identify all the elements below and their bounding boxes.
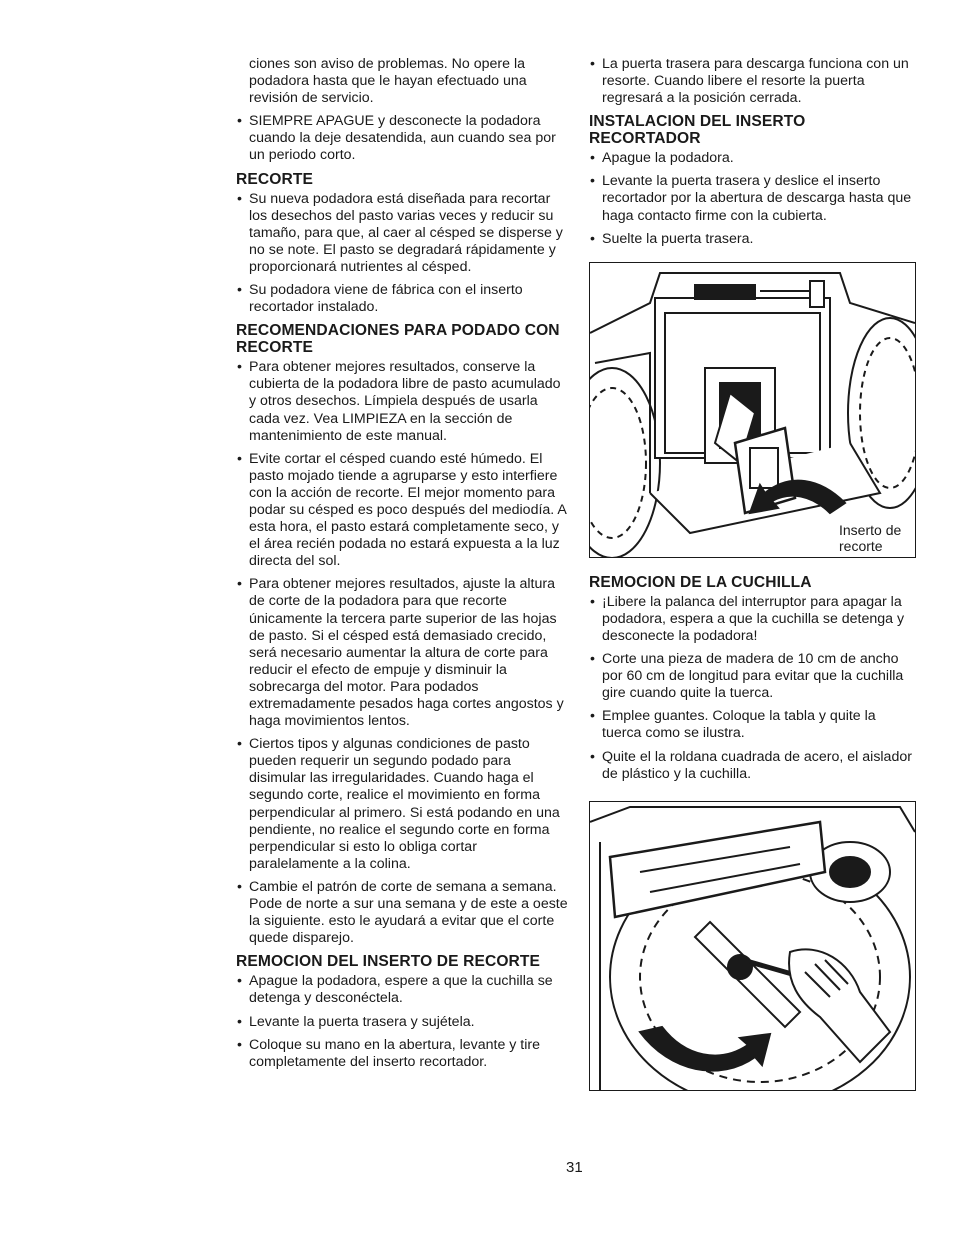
list-item: • ¡Libere la palanca del interruptor para apagar la podadora, espera a que la cuchilla se detenga y desconecte la podadora! xyxy=(589,594,919,645)
list-item: • La puerta trasera para descarga funciona con un resorte. Cuando libere el resorte la puerta regresará a la posición cerrada. xyxy=(589,56,919,107)
figure-label-insert: Inserto de recorte xyxy=(835,520,909,554)
left-column xyxy=(236,56,568,1077)
section-heading-remocion-cuchilla: REMOCION DE LA CUCHILLA xyxy=(589,573,812,591)
recomendaciones-bullets xyxy=(236,359,568,947)
list-item: • Coloque su mano en la abertura, levante y tire completamente del inserto recortador. xyxy=(236,1037,568,1071)
top-bullets xyxy=(589,56,919,107)
page-number: 31 xyxy=(566,1159,583,1176)
instalacion-bullets xyxy=(589,150,919,247)
list-item: • Corte una pieza de madera de 10 cm de ancho por 60 cm de longitud para evitar que la cuchilla gire cuando quite la tuerca. xyxy=(589,651,919,702)
list-item: • SIEMPRE APAGUE y desconecte la podadora cuando la deje desatendida, aun cuando sea por un periodo corto. xyxy=(236,113,568,164)
list-item: • Emplee guantes. Coloque la tabla y quite la tuerca como se ilustra. xyxy=(589,708,919,742)
list-item: • Levante la puerta trasera y deslice el inserto recortador por la abertura de descarga hasta que haga contacto firme con la cubierta. xyxy=(589,173,919,224)
remocion-inserto-bullets xyxy=(236,973,568,1070)
mulching-insert-illustration xyxy=(589,262,916,558)
list-item: • Quite el la roldana cuadrada de acero, el aislador de plástico y la cuchilla. xyxy=(589,749,919,783)
list-item: • Cambie el patrón de corte de semana a semana. Pode de norte a sur una semana y de este a oeste la siguiente. esto le ayudará a evitar que el corte quede disparejo. xyxy=(236,879,568,947)
blade-removal-illustration xyxy=(589,801,916,1091)
intro-paragraph: ciones son aviso de problemas. No opere la podadora hasta que le hayan efectuado una revisión de servicio. xyxy=(249,56,527,107)
section-heading-remocion-inserto: REMOCION DEL INSERTO DE RECORTE xyxy=(236,953,541,971)
recorte-bullets xyxy=(236,191,568,317)
list-item: • Su nueva podadora está diseñada para recortar los desechos del pasto varias veces y reducir su tamaño, para que, al caer al césped se disperse y no se note. El pasto se degradará rápidamente y proporcionará nutrientes al césped. xyxy=(236,191,568,276)
list-item: • Evite cortar el césped cuando esté húmedo. El pasto mojado tiende a agruparse y esto interfiere con la acción de recorte. El mejor momento para podar su césped es poco después del mediodía. A esta hora, el pasto estará completamente seco, y el área recién podada no estará expuesta a la luz directa del sol. xyxy=(236,451,568,571)
right-column xyxy=(589,56,919,1091)
section-heading-recomendaciones: RECOMENDACIONES PARA PODADO CON RECORTE xyxy=(236,322,560,357)
list-item: • Para obtener mejores resultados, ajuste la altura de corte de la podadora para que recorte únicamente la tercera parte superior de las hojas de pasto. Si el césped está demasiado crecido, será necesario aumentar la altura de corte para reducir el efecto de empuje y disminuir la sobrecarga del motor. Para podados extremadamente pesados haga cortes angostos y haga movimientos lentos. xyxy=(236,576,568,730)
mower-rear-door-drawing xyxy=(590,263,915,557)
list-item: • Apague la podadora. xyxy=(589,150,919,167)
list-item: • Para obtener mejores resultados, conserve la cubierta de la podadora libre de pasto acumulado y otros desechos. Límpiela después de usarla cada vez. Vea LIMPIEZA en la sección de mantenimiento de este manual. xyxy=(236,359,568,444)
list-item: • Ciertos tipos y algunas condiciones de pasto pueden requerir un segundo podado para disimular las irregularidades. Cuando haga el segundo corte, realice el movimiento en forma perpendicular al primero. Si está podando en una pendiente, no realice el segundo corte en forma perpendicular si esto lo obliga cortar paralelamente a la colina. xyxy=(236,736,568,873)
section-heading-recorte: RECORTE xyxy=(236,170,313,188)
blade-removal-drawing xyxy=(590,802,915,1090)
list-item: • Suelte la puerta trasera. xyxy=(589,231,919,248)
intro-bullets xyxy=(236,113,568,164)
list-item: • Levante la puerta trasera y sujétela. xyxy=(236,1014,568,1031)
section-heading-instalacion: INSTALACION DEL INSERTO RECORTADOR xyxy=(589,113,806,148)
list-item: • Apague la podadora, espere a que la cuchilla se detenga y desconéctela. xyxy=(236,973,568,1007)
list-item: • Su podadora viene de fábrica con el inserto recortador instalado. xyxy=(236,282,568,316)
remocion-cuchilla-bullets xyxy=(589,594,919,783)
